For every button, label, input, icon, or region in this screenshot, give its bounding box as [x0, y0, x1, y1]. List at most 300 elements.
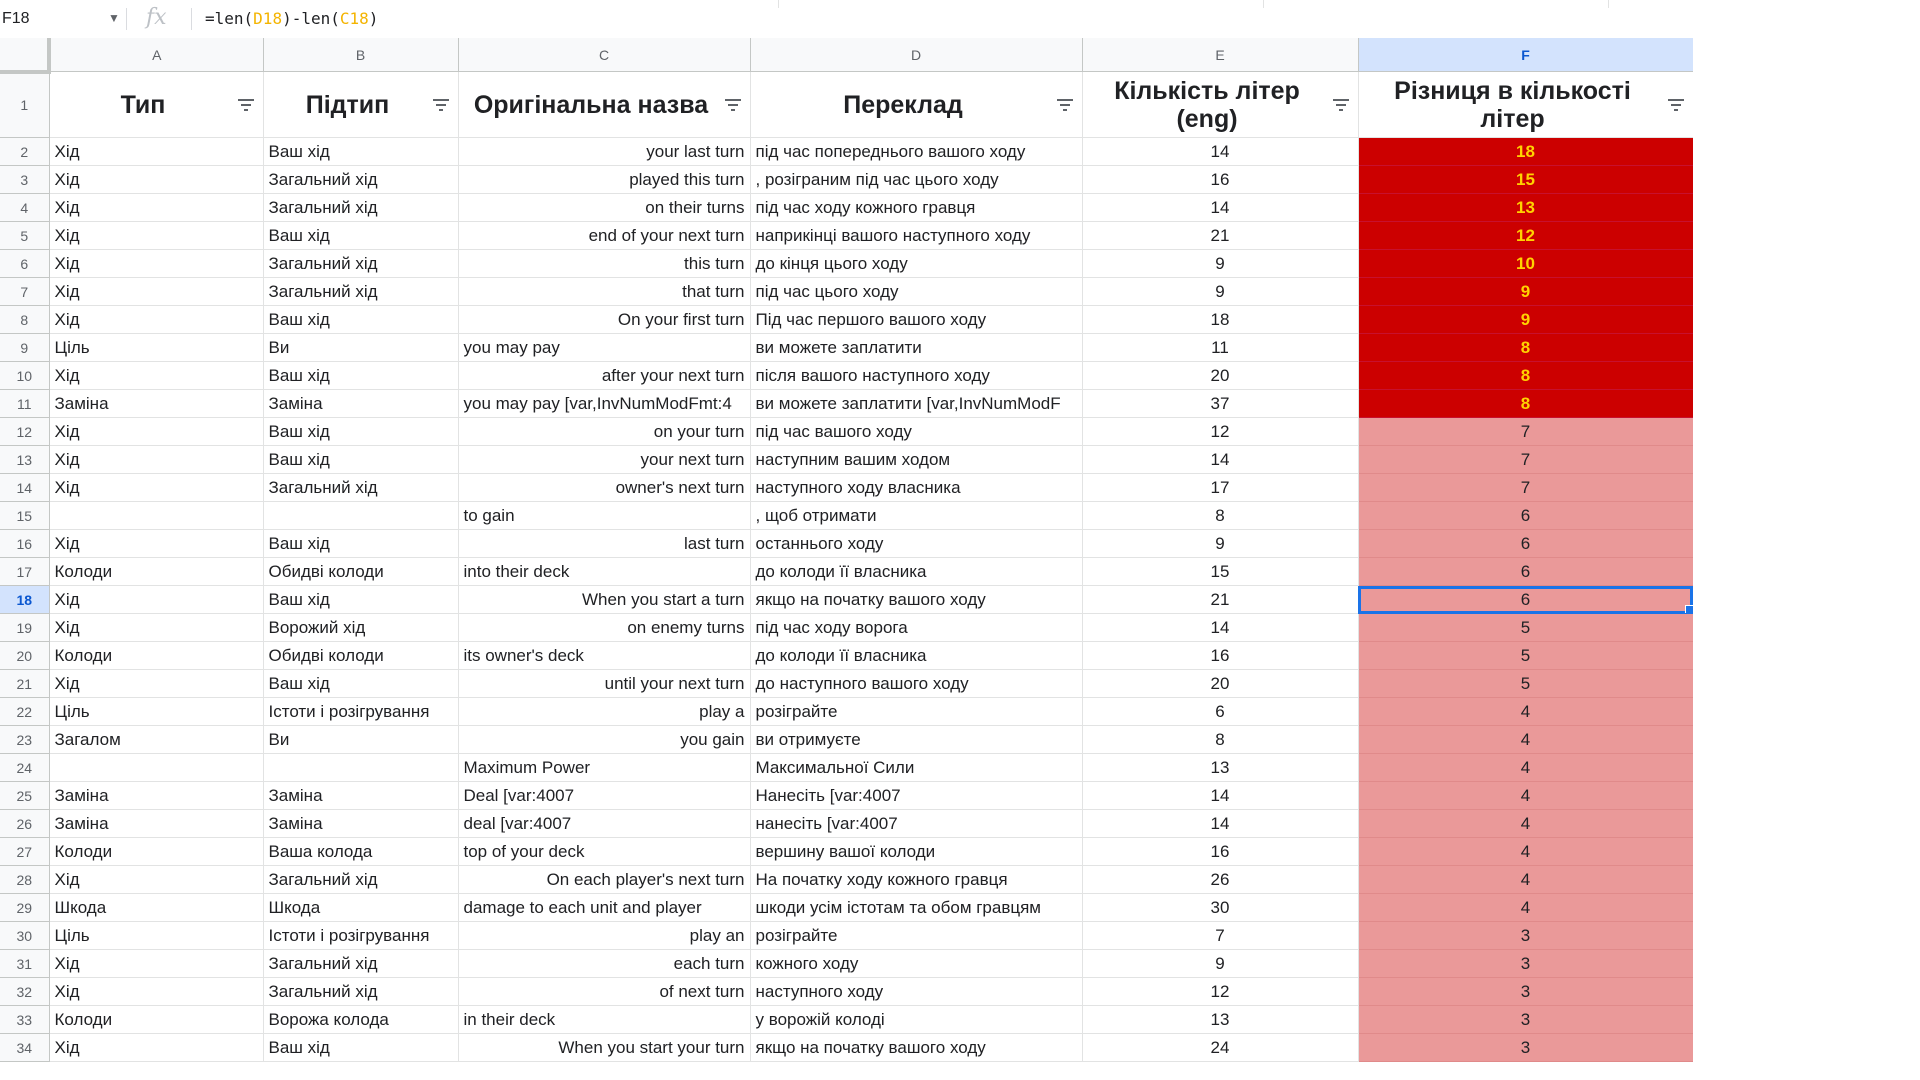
cell-translation[interactable]: у ворожій колоді	[750, 1006, 1082, 1034]
cell-subtype[interactable]: Ваш хід	[263, 306, 458, 334]
cell-difference[interactable]: 3	[1358, 978, 1693, 1006]
cell-difference[interactable]: 9	[1358, 306, 1693, 334]
cell-translation[interactable]: , розіграним під час цього ходу	[750, 166, 1082, 194]
cell-translation[interactable]: розіграйте	[750, 922, 1082, 950]
cell-type[interactable]: Хід	[49, 362, 263, 390]
cell-original[interactable]: you may pay [var,InvNumModFmt:4	[458, 390, 750, 418]
row-header[interactable]: 28	[0, 866, 49, 894]
cell-translation[interactable]: до колоди її власника	[750, 642, 1082, 670]
cell-letter-count[interactable]: 30	[1082, 894, 1358, 922]
row-header[interactable]: 8	[0, 306, 49, 334]
cell-subtype[interactable]: Загальний хід	[263, 866, 458, 894]
column-header-c[interactable]: C	[458, 38, 750, 72]
table-row	[0, 810, 1693, 838]
formula-ref: D18	[253, 9, 283, 28]
cell-subtype[interactable]: Обидві колоди	[263, 642, 458, 670]
cell-letter-count[interactable]: 8	[1082, 502, 1358, 530]
table-row	[0, 194, 1693, 222]
row-header[interactable]: 24	[0, 754, 49, 782]
spreadsheet-grid	[0, 38, 1694, 1062]
header-label: Тип	[120, 90, 166, 119]
cell-letter-count[interactable]: 26	[1082, 866, 1358, 894]
cell-letter-count[interactable]: 8	[1082, 726, 1358, 754]
table-row	[0, 614, 1693, 642]
table-row	[0, 418, 1693, 446]
cell-letter-count[interactable]: 15	[1082, 558, 1358, 586]
filter-icon[interactable]	[432, 98, 450, 112]
cell-translation[interactable]: якщо на початку вашого ходу	[750, 1034, 1082, 1062]
cell-difference[interactable]: 4	[1358, 782, 1693, 810]
cell-type[interactable]: Хід	[49, 614, 263, 642]
cell-type[interactable]: Колоди	[49, 1006, 263, 1034]
cell-original[interactable]: On each player's next turn	[458, 866, 750, 894]
cell-type[interactable]: Ціль	[49, 922, 263, 950]
cell-difference[interactable]: 3	[1358, 1034, 1693, 1062]
cell-original[interactable]: of next turn	[458, 978, 750, 1006]
cell-difference[interactable]: 4	[1358, 698, 1693, 726]
cell-translation[interactable]: вершину вашої колоди	[750, 838, 1082, 866]
cell-subtype[interactable]: Загальний хід	[263, 978, 458, 1006]
cell-difference[interactable]: 4	[1358, 894, 1693, 922]
cell-type[interactable]: Хід	[49, 670, 263, 698]
table-row	[0, 754, 1693, 782]
row-header[interactable]: 33	[0, 1006, 49, 1034]
cell-letter-count[interactable]: 9	[1082, 530, 1358, 558]
cell-original[interactable]: until your next turn	[458, 670, 750, 698]
row-header[interactable]: 20	[0, 642, 49, 670]
table-row	[0, 782, 1693, 810]
cell-original[interactable]: you may pay	[458, 334, 750, 362]
row-header[interactable]: 14	[0, 474, 49, 502]
name-box[interactable]: F18	[2, 10, 30, 27]
cell-subtype[interactable]: Ви	[263, 726, 458, 754]
table-row	[0, 306, 1693, 334]
header-cell-subtype[interactable]	[263, 72, 458, 138]
cell-subtype[interactable]: Загальний хід	[263, 474, 458, 502]
header-label: Різниця в кількості літер	[1394, 76, 1631, 133]
cell-letter-count[interactable]: 13	[1082, 1006, 1358, 1034]
formula-ref: C18	[339, 9, 369, 28]
cell-letter-count[interactable]: 6	[1082, 698, 1358, 726]
cell-original[interactable]: your last turn	[458, 138, 750, 166]
cell-difference[interactable]: 7	[1358, 418, 1693, 446]
filter-icon[interactable]	[1056, 98, 1074, 112]
row-header[interactable]: 16	[0, 530, 49, 558]
cell-translation[interactable]: до наступного вашого ходу	[750, 670, 1082, 698]
cell-subtype[interactable]: Ви	[263, 334, 458, 362]
cell-subtype[interactable]: Ворожа колода	[263, 1006, 458, 1034]
cell-difference[interactable]: 12	[1358, 222, 1693, 250]
table-row	[0, 726, 1693, 754]
cell-letter-count[interactable]: 18	[1082, 306, 1358, 334]
cell-subtype[interactable]: Ваш хід	[263, 1034, 458, 1062]
table-row	[0, 698, 1693, 726]
cell-difference[interactable]: 5	[1358, 614, 1693, 642]
cell-subtype[interactable]: Загальний хід	[263, 250, 458, 278]
cell-type[interactable]: Заміна	[49, 390, 263, 418]
cell-original[interactable]: last turn	[458, 530, 750, 558]
cell-difference[interactable]: 4	[1358, 726, 1693, 754]
cell-difference[interactable]: 8	[1358, 390, 1693, 418]
row-header[interactable]: 30	[0, 922, 49, 950]
row-header[interactable]: 7	[0, 278, 49, 306]
cell-subtype[interactable]: Загальний хід	[263, 278, 458, 306]
active-cell[interactable]: 6	[1358, 586, 1693, 614]
cell-original[interactable]: into their deck	[458, 558, 750, 586]
cell-type[interactable]: Шкода	[49, 894, 263, 922]
row-header[interactable]: 27	[0, 838, 49, 866]
row-header[interactable]: 32	[0, 978, 49, 1006]
table-row	[0, 670, 1693, 698]
cell-translation[interactable]: наприкінці вашого наступного ходу	[750, 222, 1082, 250]
divider	[1263, 0, 1264, 8]
cell-type[interactable]: Хід	[49, 194, 263, 222]
cell-letter-count[interactable]: 14	[1082, 138, 1358, 166]
header-label: Підтип	[305, 90, 390, 119]
cell-type[interactable]	[49, 754, 263, 782]
cell-letter-count[interactable]: 9	[1082, 950, 1358, 978]
divider	[778, 0, 779, 8]
cell-difference[interactable]: 4	[1358, 810, 1693, 838]
cell-difference[interactable]: 6	[1358, 502, 1693, 530]
formula-part: )-len(	[282, 9, 340, 28]
cell-subtype[interactable]: Ваш хід	[263, 362, 458, 390]
row-header[interactable]: 2	[0, 138, 49, 166]
cell-translation[interactable]: під час ходу кожного гравця	[750, 194, 1082, 222]
table-row	[0, 586, 1693, 614]
header-label: Оригінальна назва	[473, 90, 709, 119]
table-row	[0, 978, 1693, 1006]
cell-type[interactable]: Заміна	[49, 810, 263, 838]
cell-difference[interactable]: 9	[1358, 278, 1693, 306]
column-header-d[interactable]: D	[750, 38, 1082, 72]
name-box-dropdown-icon[interactable]: ▼	[108, 11, 120, 25]
cell-difference[interactable]: 8	[1358, 334, 1693, 362]
filter-icon[interactable]	[724, 98, 742, 112]
divider	[1608, 0, 1609, 8]
cell-original[interactable]: on your turn	[458, 418, 750, 446]
cell-difference[interactable]: 3	[1358, 922, 1693, 950]
cell-subtype[interactable]: Шкода	[263, 894, 458, 922]
cell-type[interactable]: Хід	[49, 530, 263, 558]
cell-original[interactable]: on enemy turns	[458, 614, 750, 642]
cell-difference[interactable]: 7	[1358, 474, 1693, 502]
sheet-table	[0, 38, 1694, 1062]
table-row	[0, 530, 1693, 558]
formula-part: =len(	[205, 9, 254, 28]
cell-subtype[interactable]: Істоти і розігрування	[263, 698, 458, 726]
row-header[interactable]: 19	[0, 614, 49, 642]
cell-letter-count[interactable]: 37	[1082, 390, 1358, 418]
table-row	[0, 334, 1693, 362]
table-row	[0, 446, 1693, 474]
table-row	[0, 362, 1693, 390]
row-header[interactable]: 5	[0, 222, 49, 250]
cell-translation[interactable]: кожного ходу	[750, 950, 1082, 978]
cell-original[interactable]: play a	[458, 698, 750, 726]
cell-subtype[interactable]	[263, 754, 458, 782]
row-header[interactable]: 12	[0, 418, 49, 446]
row-header[interactable]: 22	[0, 698, 49, 726]
formula-input[interactable]	[205, 9, 378, 28]
cell-translation[interactable]: розіграйте	[750, 698, 1082, 726]
cell-type[interactable]: Хід	[49, 278, 263, 306]
cell-subtype[interactable]: Ваша колода	[263, 838, 458, 866]
cell-difference[interactable]: 4	[1358, 754, 1693, 782]
cell-type[interactable]: Хід	[49, 586, 263, 614]
cell-type[interactable]: Хід	[49, 166, 263, 194]
cell-type[interactable]: Колоди	[49, 838, 263, 866]
cell-type[interactable]	[49, 502, 263, 530]
cell-difference[interactable]: 3	[1358, 1006, 1693, 1034]
cell-difference[interactable]: 10	[1358, 250, 1693, 278]
cell-subtype[interactable]: Ваш хід	[263, 586, 458, 614]
cell-subtype[interactable]: Ваш хід	[263, 138, 458, 166]
cell-letter-count[interactable]: 16	[1082, 838, 1358, 866]
cell-type[interactable]: Ціль	[49, 334, 263, 362]
formula-part: )	[368, 9, 379, 28]
cell-letter-count[interactable]: 13	[1082, 754, 1358, 782]
row-header[interactable]: 15	[0, 502, 49, 530]
cell-original[interactable]: you gain	[458, 726, 750, 754]
cell-type[interactable]: Колоди	[49, 558, 263, 586]
cell-letter-count[interactable]: 17	[1082, 474, 1358, 502]
filter-icon[interactable]	[237, 98, 255, 112]
cell-letter-count[interactable]: 14	[1082, 446, 1358, 474]
cell-original[interactable]: On your first turn	[458, 306, 750, 334]
cell-type[interactable]: Хід	[49, 978, 263, 1006]
cell-subtype[interactable]: Ваш хід	[263, 418, 458, 446]
row-header[interactable]: 18	[0, 586, 49, 614]
cell-translation[interactable]: Під час першого вашого ходу	[750, 306, 1082, 334]
cell-letter-count[interactable]: 9	[1082, 278, 1358, 306]
cell-translation[interactable]: під час цього ходу	[750, 278, 1082, 306]
cell-letter-count[interactable]: 20	[1082, 362, 1358, 390]
cell-original[interactable]: When you start your turn	[458, 1034, 750, 1062]
fill-handle[interactable]	[1685, 605, 1694, 614]
table-row	[0, 950, 1693, 978]
cell-difference[interactable]: 3	[1358, 950, 1693, 978]
row-header[interactable]: 6	[0, 250, 49, 278]
cell-original[interactable]: on their turns	[458, 194, 750, 222]
cell-letter-count[interactable]: 21	[1082, 222, 1358, 250]
cell-subtype[interactable]: Ваш хід	[263, 222, 458, 250]
cell-translation[interactable]: до колоди її власника	[750, 558, 1082, 586]
cell-subtype[interactable]: Загальний хід	[263, 950, 458, 978]
cell-original[interactable]: When you start a turn	[458, 586, 750, 614]
cell-type[interactable]: Хід	[49, 138, 263, 166]
table-row	[0, 642, 1693, 670]
row-header[interactable]: 13	[0, 446, 49, 474]
row-header[interactable]: 21	[0, 670, 49, 698]
cell-letter-count[interactable]: 12	[1082, 418, 1358, 446]
cell-letter-count[interactable]: 14	[1082, 614, 1358, 642]
cell-translation[interactable]: останнього ходу	[750, 530, 1082, 558]
cell-translation[interactable]: ви отримуєте	[750, 726, 1082, 754]
cell-translation[interactable]: під час попереднього вашого ходу	[750, 138, 1082, 166]
cell-letter-count[interactable]: 14	[1082, 194, 1358, 222]
cell-difference[interactable]: 6	[1358, 558, 1693, 586]
cell-letter-count[interactable]: 11	[1082, 334, 1358, 362]
row-header[interactable]: 29	[0, 894, 49, 922]
column-header-a[interactable]: A	[49, 38, 263, 72]
row-header[interactable]: 10	[0, 362, 49, 390]
cell-subtype[interactable]	[263, 502, 458, 530]
cell-original[interactable]: its owner's deck	[458, 642, 750, 670]
cell-difference[interactable]: 7	[1358, 446, 1693, 474]
cell-translation[interactable]: якщо на початку вашого ходу	[750, 586, 1082, 614]
table-row	[0, 922, 1693, 950]
cell-original[interactable]: owner's next turn	[458, 474, 750, 502]
cell-type[interactable]: Хід	[49, 950, 263, 978]
cell-difference[interactable]: 8	[1358, 362, 1693, 390]
empty-sheet-area	[1693, 38, 1920, 1080]
cell-translation[interactable]: ви можете заплатити [var,InvNumModF	[750, 390, 1082, 418]
header-cell-original[interactable]	[458, 72, 750, 138]
row-header[interactable]: 3	[0, 166, 49, 194]
cell-original[interactable]: this turn	[458, 250, 750, 278]
cell-type[interactable]: Хід	[49, 250, 263, 278]
cell-type[interactable]: Ціль	[49, 698, 263, 726]
column-header-f[interactable]: F	[1358, 38, 1693, 72]
column-header-e[interactable]: E	[1082, 38, 1358, 72]
cell-type[interactable]: Хід	[49, 1034, 263, 1062]
cell-original[interactable]: to gain	[458, 502, 750, 530]
cell-translation[interactable]: нанесіть [var:4007	[750, 810, 1082, 838]
cell-original[interactable]: played this turn	[458, 166, 750, 194]
row-header[interactable]: 23	[0, 726, 49, 754]
cell-subtype[interactable]: Заміна	[263, 390, 458, 418]
cell-original[interactable]: damage to each unit and player	[458, 894, 750, 922]
cell-type[interactable]: Хід	[49, 446, 263, 474]
table-row	[0, 278, 1693, 306]
cell-original[interactable]: play an	[458, 922, 750, 950]
cell-type[interactable]: Хід	[49, 222, 263, 250]
row-header[interactable]: 34	[0, 1034, 49, 1062]
table-row	[0, 166, 1693, 194]
row-header[interactable]: 31	[0, 950, 49, 978]
cell-difference[interactable]: 18	[1358, 138, 1693, 166]
cell-translation[interactable]: , щоб отримати	[750, 502, 1082, 530]
table-row	[0, 1006, 1693, 1034]
row-header[interactable]: 26	[0, 810, 49, 838]
cell-subtype[interactable]: Заміна	[263, 782, 458, 810]
header-cell-letter-count[interactable]	[1082, 72, 1358, 138]
select-all-corner[interactable]	[0, 38, 49, 72]
cell-original[interactable]: each turn	[458, 950, 750, 978]
table-row	[0, 838, 1693, 866]
filter-icon[interactable]	[1667, 98, 1685, 112]
cell-translation[interactable]: шкоди усім істотам та обом гравцям	[750, 894, 1082, 922]
cell-type[interactable]: Колоди	[49, 642, 263, 670]
cell-letter-count[interactable]: 9	[1082, 250, 1358, 278]
cell-difference[interactable]: 4	[1358, 866, 1693, 894]
cell-type[interactable]: Хід	[49, 866, 263, 894]
cell-letter-count[interactable]: 7	[1082, 922, 1358, 950]
cell-subtype[interactable]: Обидві колоди	[263, 558, 458, 586]
cell-original[interactable]: deal [var:4007	[458, 810, 750, 838]
cell-letter-count[interactable]: 24	[1082, 1034, 1358, 1062]
row-header[interactable]: 9	[0, 334, 49, 362]
cell-letter-count[interactable]: 21	[1082, 586, 1358, 614]
table-row	[0, 502, 1693, 530]
cell-difference[interactable]: 5	[1358, 642, 1693, 670]
cell-difference[interactable]: 5	[1358, 670, 1693, 698]
cell-translation[interactable]: після вашого наступного ходу	[750, 362, 1082, 390]
row-header[interactable]: 25	[0, 782, 49, 810]
row-header[interactable]: 17	[0, 558, 49, 586]
row-header[interactable]: 1	[0, 72, 49, 138]
cell-subtype[interactable]: Загальний хід	[263, 166, 458, 194]
row-header[interactable]: 4	[0, 194, 49, 222]
column-header-b[interactable]: B	[263, 38, 458, 72]
cell-subtype[interactable]: Загальний хід	[263, 194, 458, 222]
cell-type[interactable]: Хід	[49, 474, 263, 502]
cell-letter-count[interactable]: 12	[1082, 978, 1358, 1006]
cell-difference[interactable]: 15	[1358, 166, 1693, 194]
cell-subtype[interactable]: Істоти і розігрування	[263, 922, 458, 950]
cell-type[interactable]: Заміна	[49, 782, 263, 810]
cell-translation[interactable]: до кінця цього ходу	[750, 250, 1082, 278]
cell-subtype[interactable]: Ваш хід	[263, 670, 458, 698]
filter-icon[interactable]	[1332, 98, 1350, 112]
cell-type[interactable]: Хід	[49, 306, 263, 334]
cell-original[interactable]: top of your deck	[458, 838, 750, 866]
cell-letter-count[interactable]: 14	[1082, 782, 1358, 810]
cell-original[interactable]: in their deck	[458, 1006, 750, 1034]
cell-translation[interactable]: наступним вашим ходом	[750, 446, 1082, 474]
table-row	[0, 222, 1693, 250]
cell-translation[interactable]: ви можете заплатити	[750, 334, 1082, 362]
cell-original[interactable]: your next turn	[458, 446, 750, 474]
cell-difference[interactable]: 4	[1358, 838, 1693, 866]
cell-translation[interactable]: під час ходу ворога	[750, 614, 1082, 642]
header-label: Кількість літер (eng)	[1114, 76, 1300, 133]
cell-original[interactable]: end of your next turn	[458, 222, 750, 250]
row-header[interactable]: 11	[0, 390, 49, 418]
cell-letter-count[interactable]: 16	[1082, 642, 1358, 670]
header-cell-type[interactable]	[49, 72, 263, 138]
cell-translation[interactable]: Нанесіть [var:4007	[750, 782, 1082, 810]
header-cell-translation[interactable]	[750, 72, 1082, 138]
cell-type[interactable]: Хід	[49, 418, 263, 446]
cell-type[interactable]: Загалом	[49, 726, 263, 754]
cell-translation[interactable]: наступного ходу	[750, 978, 1082, 1006]
divider	[126, 8, 127, 30]
cell-letter-count[interactable]: 16	[1082, 166, 1358, 194]
header-label: Переклад	[843, 90, 963, 119]
cell-letter-count[interactable]: 20	[1082, 670, 1358, 698]
header-cell-difference[interactable]	[1358, 72, 1693, 138]
cell-original[interactable]: that turn	[458, 278, 750, 306]
cell-original[interactable]: Deal [var:4007	[458, 782, 750, 810]
fx-icon: fx	[146, 5, 167, 30]
cell-translation[interactable]: під час вашого ходу	[750, 418, 1082, 446]
cell-translation[interactable]: Максимальної Сили	[750, 754, 1082, 782]
cell-translation[interactable]: наступного ходу власника	[750, 474, 1082, 502]
cell-letter-count[interactable]: 14	[1082, 810, 1358, 838]
cell-difference[interactable]: 6	[1358, 530, 1693, 558]
cell-subtype[interactable]: Ваш хід	[263, 530, 458, 558]
cell-original[interactable]: Maximum Power	[458, 754, 750, 782]
cell-translation[interactable]: На початку ходу кожного гравця	[750, 866, 1082, 894]
cell-difference[interactable]: 13	[1358, 194, 1693, 222]
cell-subtype[interactable]: Ваш хід	[263, 446, 458, 474]
cell-subtype[interactable]: Ворожий хід	[263, 614, 458, 642]
table-row	[0, 138, 1693, 166]
cell-subtype[interactable]: Заміна	[263, 810, 458, 838]
cell-original[interactable]: after your next turn	[458, 362, 750, 390]
